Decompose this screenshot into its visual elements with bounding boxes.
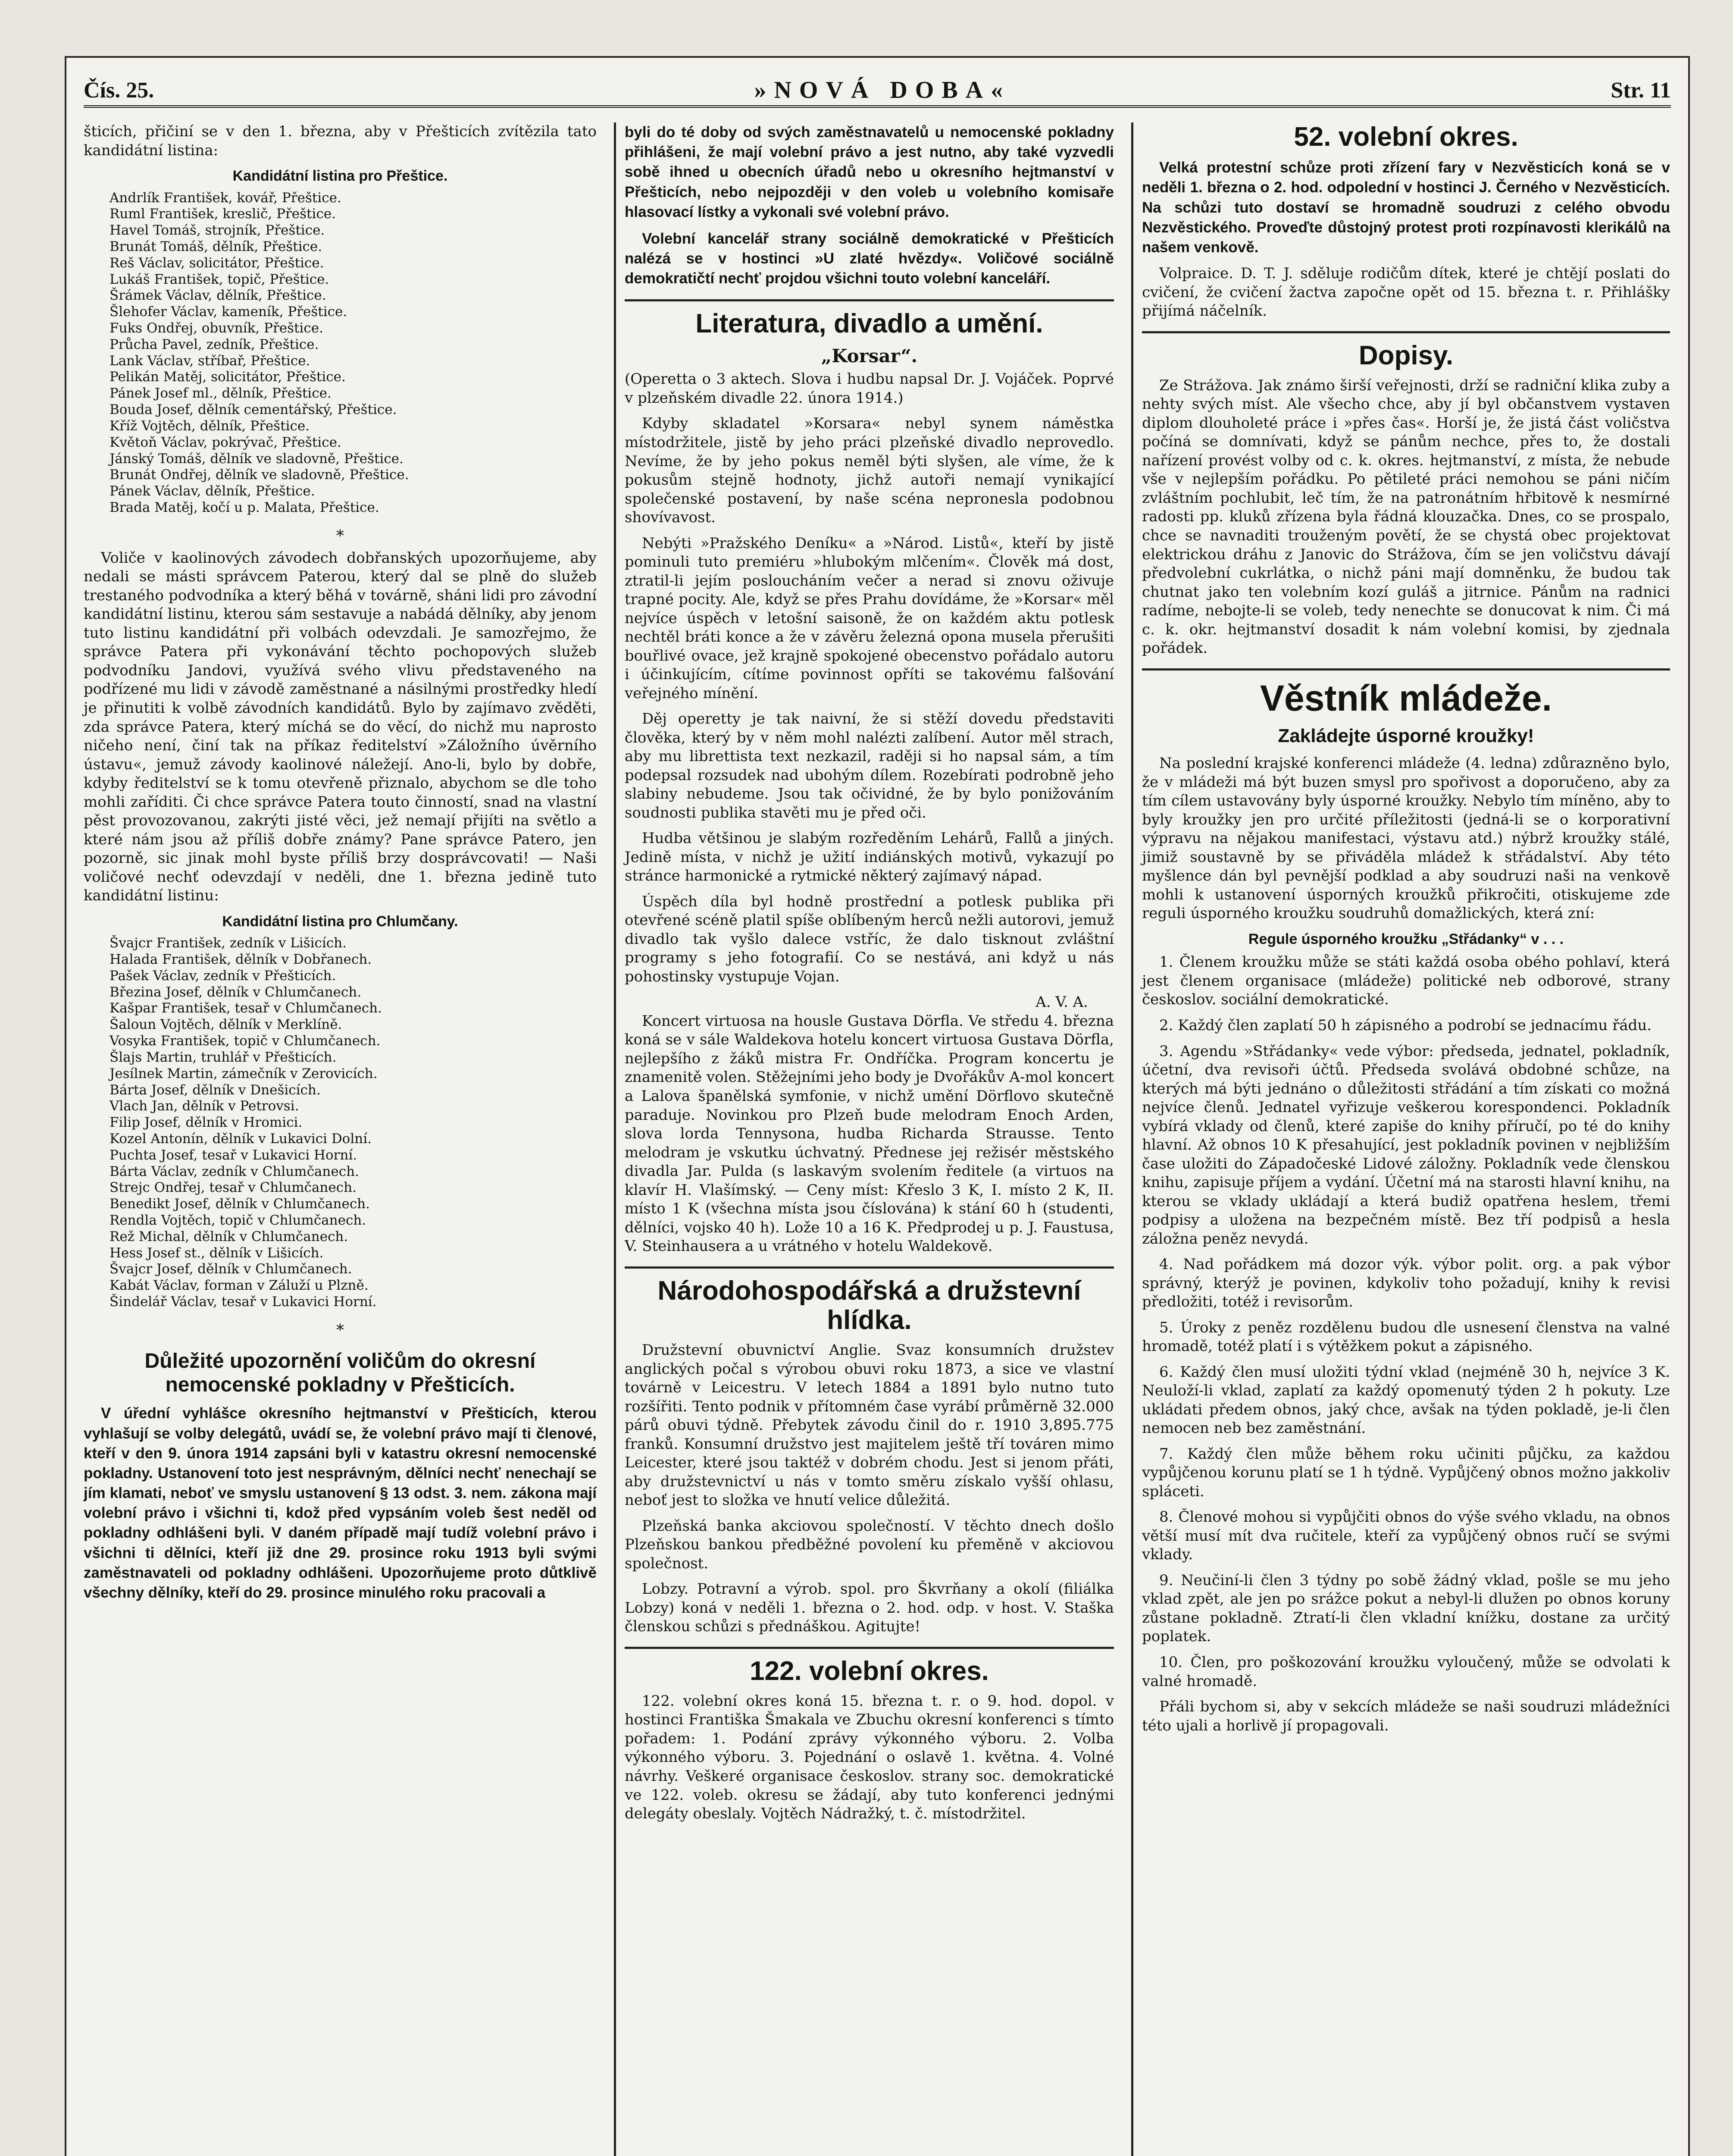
article-signature: A. V. A. [1035, 993, 1088, 1011]
list-item: Pelikán Matěj, solicitátor, Přeštice. [109, 369, 346, 385]
list-item: Vosyka František, topič v Chlumčanech. [109, 1033, 381, 1049]
list-item: Halada František, dělník v Dobřanech. [109, 952, 372, 967]
section-heading-district-52: 52. volební okres. [1294, 122, 1518, 152]
article-paragraph: Nebýti »Pražského Deníku« a »Národ. Listů«, kteří by jistě pominuli tuto premiéru »hlubokým mlčením«. Člověk má dost, ztratil-li jejím posloucháním večer a nerad si znovu oživuje trapné pocity. Ale, když se přes Prahu dovídáme, že »Korsar« měl nejvíce úspěch v letošní saisoně, že on každém aktu potlesk nechtěl bráti konce a že v závěru železná opona musela přerušiti bouřlivé ovace, jež krajně spokojené obecenstvo pořádalo autoru i účinkujícím, cítíme povinnost opříti se takovému falšování veřejného mínění. [625, 534, 1114, 702]
list-item: Brunát Ondřej, dělník ve sladovně, Přeštice. [109, 467, 409, 483]
article-paragraph: Úspěch díla byl hodně prostřední a potlesk publika při otevřené scéně platil spíše oblíbeným herců nežli autorovi, jemuž divadlo tak vyšlo dalece vstříc, že dalo tisknout zvláštní programy s jeho fotografií. Co se nestává, ani když u nás pohostinsky vystupuje Vojan. [625, 893, 1114, 985]
rule-item: 7. Každý člen může během roku učiniti půjčku, za každou vypůjčenou korunu platí se 1 h týdně. Vypůjčený obnos možno jakkoliv spláceti. [1142, 1445, 1670, 1500]
list-item: Hess Josef st., dělník v Lišicích. [109, 1245, 324, 1261]
list-item: Reš Václav, solicitátor, Přeštice. [109, 255, 324, 271]
list-item: Lank Václav, stříbař, Přeštice. [109, 353, 310, 369]
list-item: Švajcr František, zedník v Lišicích. [109, 935, 347, 951]
list-item: Brunát Tomáš, dělník, Přeštice. [109, 238, 322, 254]
section-heading-literature: Literatura, divadlo a umění. [625, 299, 1114, 338]
youth-subheading: Zakládejte úsporné kroužky! [1278, 725, 1534, 746]
list-item: Benedikt Josef, dělník v Chlumčanech. [109, 1196, 370, 1212]
notice-continuation: byli do té doby od svých zaměstnavatelů u nemocenské pokladny přihlášeni, že mají volební právo a jest nutno, aby také vyzvedli sobě ihned u obecních úřadů nebo u okresního hejtmanství v Přešticích, nebo nejpozději v den voleb u volebního komisaře hlasovací lístky a vykonali své volební právo. [625, 124, 1114, 220]
economy-item: Plzeňská banka akciovou společností. V těchto dnech došlo Plzeňskou bankou předběžné povolení ku přeměně v akciovou společnost. [625, 1517, 1114, 1572]
masthead [84, 75, 1671, 108]
notice-heading: Důležité upozornění voličům do okresní nemocenské pokladny v Přešticích. [144, 1349, 536, 1397]
rule-item: 4. Nad pořádkem má dozor výk. výbor polit. org. a pak výbor správný, kterýž je povinen, kdykoliv toho požadují, knihy k revisi předložiti, totéž i revisorům. [1142, 1256, 1670, 1311]
candidate-list-prestice [109, 190, 597, 516]
notice-text: V úřední vyhlášce okresního hejtmanství v Přešticích, kterou vyhlašují se volby delegátů, uvádí se, že volební právo mají ti členové, kteří v den 9. února 1914 zapsáni byli v katastru okresní nemocenské pokladny. Ustanovení toto jest nesprávným, dělníci nechť nenechají se jím klamati, neboť ve smyslu ustanovení § 13 odst. 3. nem. zákona mají volební právo i všichni ti, kdož před vypsáním voleb šest neděl od pokladny odhlášeni byli. V daném případě mají tudíž volební právo i všichni ti dělníci, kteří již dne 29. prosince roku 1913 byli svými zaměstnavateli od pokladny odhlášeni. Upozorňujeme proto důtklivě všechny dělníky, kteří do 29. prosince minulého roku pracovali a [84, 1405, 597, 1601]
rule-item: 5. Úroky z peněz rozdělenu budou dle usnesení členstva na valné hromadě, totéž platí i s výtěžkem pokut a zápisného. [1142, 1319, 1670, 1355]
list-item: Kašpar František, tesař v Chlumčanech. [109, 1000, 382, 1016]
page-number: Str. 11 [1611, 78, 1671, 103]
rule-item: 8. Členové mohou si vypůjčiti obnos do výše svého vkladu, na obnos větší musí mít dva ručitele, kteří za vypůjčený obnos ručí se svými vklady. [1142, 1508, 1670, 1564]
article-paragraph: Děj operetty je tak naivní, že si stěží dovedu představiti člověka, který by v něm mohl nalézti zalíbení. Autor měl strach, aby mu librettista text nezkazil, raději si ho napsal sám, a tím podepsal rozsudek nad ubohým dílem. Rozebírati podrobně jeho slabiny nebudeme. Jsou tak očividné, že by bylo ponižováním soudnosti publika stavěti mu je před oči. [625, 710, 1114, 821]
intro-text: šticích, přičiní se v den 1. března, aby v Přešticích zvítězila tato kandidátní listina: [84, 123, 597, 159]
article-subtitle-korsar: (Operetta o 3 aktech. Slova i hudbu napsal Dr. J. Vojáček. Poprvé v plzeňském divadle 22. února 1914.) [625, 370, 1114, 407]
section-separator: * [336, 1321, 344, 1339]
list-item: Šindelář Václav, tesař v Lukavici Horní. [109, 1294, 377, 1310]
list-item: Brada Matěj, kočí u p. Malata, Přeštice. [109, 499, 379, 515]
rule-item: 6. Každý člen musí uložiti týdní vklad (nejméně 30 h, nejvíce 3 K. Neuloží-li vklad, zaplatí za každý opomenutý týden 2 h pokuty. Lze ukládati předem obnos, jaký chce, avšak na týden pokladě, je-li člen nemocen neb bez zaměstnání. [1142, 1363, 1670, 1437]
rules-title: Regule úsporného kroužku „Střádanky“ v . . . [1248, 931, 1564, 947]
list-item: Kříž Vojtěch, dělník, Přeštice. [109, 418, 310, 434]
list-item: Fuks Ondřej, obuvník, Přeštice. [109, 320, 323, 336]
list-item: Březina Josef, dělník v Chlumčanech. [109, 984, 362, 1000]
rule-item: 2. Každý člen zaplatí 50 h zápisného a podrobí se jednacímu řádu. [1159, 1017, 1652, 1034]
youth-intro: Na poslední krajské konferenci mládeže (4. ledna) zdůrazněno bylo, že v mládeži má být buzen smysl pro spořivost a doporučeno, aby za tím cílem ustavovány byly úsporné kroužky. Nebylo tím míněno, aby to byly kroužky jen pro určité příležitosti (jedná-li se o korporativní výpravu na nějakou manifestaci, výstavu atd.) nýbrž kroužky stálé, jimiž soustavně by se přiváděla mládež k střádalství. Aby této myšlence dán byl pevnější podklad a aby soudruzi naši na venkově mohli k ustanovení úsporných kroužků přikročiti, otiskujeme zde reguli úsporného kroužku soudruhů domažlických, která zní: [1142, 755, 1670, 922]
section-heading-district-122: 122. volební okres. [625, 1647, 1114, 1686]
economy-item: Lobzy. Potravní a výrob. spol. pro Škvrňany a okolí (filiálka Lobzy) koná v neděli 1. března o 2. hod. odp. v host. V. Staška členskou schůzi s přednáškou. Agitujte! [625, 1580, 1114, 1636]
section-heading-economy: Národohospodářská a družstevní hlídka. [625, 1266, 1114, 1335]
issue-number: Čís. 25. [84, 78, 154, 103]
column-middle [614, 122, 1123, 2156]
section-heading-letters: Dopisy. [1142, 331, 1670, 370]
section-separator: * [336, 527, 344, 545]
list-item: Švajcr Josef, dělník v Chlumčanech. [109, 1261, 352, 1277]
concert-notice: Koncert virtuosa na housle Gustava Dörfla. Ve středu 4. března koná se v sále Waldekova hotelu koncert virtuosa Gustava Dörfla, nejlepšího z žáků mistra Fr. Ondříčka. Program koncertu je znamenitě volen. Stěžejními jeho body je Dvořákův A-mol koncert a Lalova španělská symfonie, v nichž umění Dörflovo skutečně paraduje. Novinkou pro Plzeň bude melodram Enoch Arden, slova lorda Tennysona, hudba Richarda Strausse. Tento melodram je vskutku úchvatný. Přednese jej režisér městského divadla Jar. Pulda (s laskavým svolením ředitele (a virtuos na klavír H. Vlašímský. — Ceny míst: Křeslo 3 K, I. místo 2 K, II. místo 1 K (všechna místa jsou číslována) k stání 60 h (studenti, dělníci, vojsko 40 h). Lože 10 a 16 K. Předprodej u p. J. Faustusa, V. Steinhausera a u vrátného v hotelu Waldekově. [625, 1012, 1114, 1255]
list-item: Bárta Josef, dělník v Dnešicích. [109, 1082, 321, 1098]
list-item: Šlehofer Václav, kameník, Přeštice. [109, 304, 347, 320]
list-item: Kozel Antonín, dělník v Lukavici Dolní. [109, 1131, 372, 1147]
district-122-text: 122. volební okres koná 15. března t. r. o 9. hod. dopol. v hostinci Františka Šmakala ve Zbuchu okresní konferenci s tímto pořadem: 1. Podání zprávy výkonného výboru. 2. Volba výkonného výboru. 3. Pojednání o oslavě 1. května. 4. Volné návrhy. Veškeré organisace českoslov. strany soc. demokratické ve 122. voleb. okresu se žádají, aby tuto konferenci jednými delegáty obeslaly. Vojtěch Nádražký, t. č. místodržitel. [625, 1692, 1114, 1823]
article-paragraph: Hudba většinou je slabým rozředěním Lehárů, Fallů a jiných. Jedině místa, v nichž je užití indiánských motivů, vykazují po stránce harmonické a rytmické některý zajímavý nápad. [625, 830, 1114, 885]
list-item: Pašek Václav, zedník v Přešticích. [109, 968, 336, 984]
newspaper-page [65, 56, 1690, 2156]
list-item: Jánský Tomáš, dělník ve sladovně, Přeštice. [109, 451, 404, 467]
district-52-note: Volpraice. D. T. J. sděluje rodičům dítek, které je chtějí poslati do cvičení, že cvičení žactva započne opět od 15. března t. r. Přihlášky přijímá náčelník. [1142, 265, 1670, 320]
rule-item: 9. Neučiní-li člen 3 týdny po sobě žádný vklad, pošle se mu jeho vklad zpět, ale jen po srážce pokut a nebyl-li dlužen po obnos koruny zůstane pokladně. Ztratí-li člen vkladní knížku, dostane za určitý poplatek. [1142, 1571, 1670, 1645]
list-item: Bouda Josef, dělník cementářský, Přeštice. [109, 402, 397, 418]
article-title-korsar: „Korsar“. [821, 345, 918, 367]
list-item: Havel Tomáš, strojník, Přeštice. [109, 222, 325, 238]
list-item: Šrámek Václav, dělník, Přeštice. [109, 288, 326, 304]
list-item: Květoň Václav, pokrývač, Přeštice. [109, 434, 341, 450]
list-item: Rendla Vojtěch, topič v Chlumčanech. [109, 1213, 366, 1228]
list-item: Jesílnek Martin, zámečník v Zerovicích. [109, 1065, 378, 1081]
list-item: Vlach Jan, dělník v Petrovsi. [109, 1098, 299, 1114]
list-item: Rež Michal, dělník v Chlumčanech. [109, 1228, 348, 1244]
election-office-text: Volební kancelář strany sociálně demokratické v Přešticích nalézá se v hostinci »U zlaté hvězdy«. Voličové sociálně demokratičtí nechť projdou všichni touto volební kanceláří. [625, 230, 1114, 287]
list-item: Šlajs Martin, truhlář v Přešticích. [109, 1049, 337, 1065]
list-item: Šaloun Vojtěch, dělník v Merklíně. [109, 1017, 342, 1033]
economy-item: Družstevní obuvnictví Anglie. Svaz konsumních družstev anglických počal s výrobou obuvi roku 1873, a sice ve vlastní továrně v Leicestru. V letech 1884 a 1891 bylo nutno tuto rozšířiti. Tento podnik v přítomném čase vyrábí průměrně 32.000 párů obuvi týdně. Přebytek závodu činil do r. 1910 3,895.775 franků. Konsumní družstvo jest majitelem ještě tří továren mimo Leicester, které jsou taktéž v dobrém chodu. Jest si jenom přáti, aby družstevnictví u nás v tomto směru získalo vyšší ohlasu, neboť jest to složka ve hnutí velice důležitá. [625, 1341, 1114, 1509]
newspaper-title: »NOVÁ DOBA« [754, 77, 1011, 103]
column-left [75, 122, 605, 2156]
list-item: Lukáš František, topič, Přeštice. [109, 271, 329, 287]
list-item: Bárta Václav, zedník v Chlumčanech. [109, 1163, 359, 1179]
list-item: Andrlík František, kovář, Přeštice. [109, 190, 341, 206]
rule-item: 3. Agendu »Střádanky« vede výbor: předseda, jednatel, pokladník, účetní, dva revisoři účtů. Předseda svolává obdobné schůze, na kterých má býti jednáno o důležitosti střádání a tím získati co možná nejvíce členů. Jednatel vyřizuje veškerou korespondenci. Pokladník vybírá vklady od členů, které zapiše do knihy příručí, po té do knihy hlavní. Až obnos 10 K přesahující, jest pokladník povinen v nejbližším čase uložiti do Západočeské Lidové záložny. Pokladník vede členskou knihu, zapisuje příjem a vydání. Účetní má na starosti hlavní knihu, na kterou se vklady ukládají a která budiž opatřena heslem, třemi podpisy a uložena na bezpečném místě. Bez tří podpisů a hesla záložna peněz nevydá. [1142, 1042, 1670, 1247]
voters-warning-text: Voliče v kaolinových závodech dobřanských upozorňujeme, aby nedali se másti správcem Paterou, který dal se plně do služeb trestaného podvodníka a který běhá v továrně, sháni lidi pro závodní kandidátní listinu, kterou sám sestavuje a nabádá dělníky, aby jenom tuto listinu kandidátní při volbách odevzdali. Je samozřejmo, že správce Patera při vykonávání těchto pochopových služeb podvodníku Jandovi, využívá svého vlivu představeného na podřízené mu lidi v závodě zaměstnané a násilnými prostředky hledí je přinutiti k volbě závodních kandidátů. Bylo by zajímavo zvěděti, zda správce Patera, který míchá se do věcí, do nichž mu naprosto ničeho není, činí tak na příkaz ředitelství »Záložního úvěrního ústavu«, jemuž závody kaolinové náležejí. Ano-li, bylo by dobře, kdyby ředitelství se k tomu otevřeně přiznalo, abychom se dle toho mohli zaříditi. Či chce správce Patera touto činností, snad na vlastní pěst provozovanou, zakrýti jisté věci, jež nemají přijíti na světlo a které nám jsou až příliš dobře známy? Pane správce Patero, jen pozorně, sic jinak mohl byste příliš brzy dosprávcovati! — Naši voličové nechť odevzdají v neděli, dne 1. března jedině tuto kandidátní listinu: [84, 549, 597, 905]
list-item: Filip Josef, dělník v Hromici. [109, 1115, 303, 1131]
list-item: Pánek Václav, dělník, Přeštice. [109, 483, 315, 499]
list-item: Ruml František, kreslič, Přeštice. [109, 206, 336, 222]
rule-item: 1. Členem kroužku může se státi každá osoba obého pohlaví, která jest členem organisace (mládeže) politické neb odborové, strany českoslov. sociální demokratické. [1142, 953, 1670, 1009]
rule-item: 10. Člen, pro poškozování kroužku vyloučený, může se odvolati k valné hromadě. [1142, 1653, 1670, 1690]
column-right [1131, 122, 1679, 2156]
article-paragraph: Kdyby skladatel »Korsara« nebyl synem náměstka místodržitele, jistě by jeho práci plzeňské divadlo neprovedlo. Nevíme, že by jeho pokus neměl býti slyšen, ale víme, že k pokusům stejně hodnoty, jichž autoři nemají vynikající společenské postavení, by naše scéna nepronesla podobnou shovívavost. [625, 415, 1114, 526]
list-item: Průcha Pavel, zedník, Přeštice. [109, 336, 319, 352]
list-title-prestice: Kandidátní listina pro Přeštice. [232, 168, 448, 185]
candidate-list-chlumcany [109, 935, 597, 1310]
list-item: Strejc Ondřej, tesař v Chlumčanech. [109, 1180, 357, 1196]
letter-text: Ze Strážova. Jak známo širší veřejnosti, drží se radniční klika zuby a nehty svých míst. Ale všecho chce, aby jí byl občanstvem vystaven diplom dlouholeté práce i »přes čas«. Horší je, že jistá část voličstva počíná se domnívati, když se pánům nechce, přes to, že dostali nařízení provést volby od c. k. okres. hejtmanství, z místa, že nebude vše v nejlepším pořádku. Po pětileté práci nemohou se páni ničím zvláštním pochlubit, leč tím, že na patronátním hřbitově k nesmírné radosti pp. kluků zřízena byla řádná klouzačka. Dnes, co se prospalo, chce se navnaditi trouženým povětí, že se chystá obec projektovat elektrickou dráhu z Janovic do Strážova, čím se jen voličstvu dávají předvolební cukrlátka, o nichž páni mají domněnku, že budou tak chutnat jako ten volebním kozí guláš a jitrnice. Pánům na radnici radíme, nebojte-li se voleb, tedy nenechte se donucovat k nim. Či má c. k. okr. hejtmanství dosadit k nám volební komisi, by zjednala pořádek. [1142, 376, 1670, 657]
closing-text: Přáli bychom si, aby v sekcích mládeže se naši soudruzi mládežníci této ujali a horlivě jí propagovali. [1142, 1698, 1670, 1734]
list-item: Pánek Josef ml., dělník, Přeštice. [109, 385, 332, 401]
district-52-text: Velká protestní schůze proti zřízení fary v Nezvěsticích koná se v neděli 1. března o 2. hod. odpolední v hostinci J. Černého v Nezvěsticích. Na schůzi tuto dostaví se hromadně soudruzi z celého obvodu Nezvěstického. Proveďte důstojný protest proti rozpínavosti klerikálů na našem venkově. [1142, 159, 1670, 256]
section-heading-youth: Věstník mládeže. [1142, 668, 1670, 718]
list-item: Puchta Josef, tesař v Lukavici Horní. [109, 1147, 357, 1163]
list-item: Kabát Václav, forman v Záluží u Plzně. [109, 1278, 369, 1294]
list-title-chlumcany: Kandidátní listina pro Chlumčany. [222, 913, 458, 930]
